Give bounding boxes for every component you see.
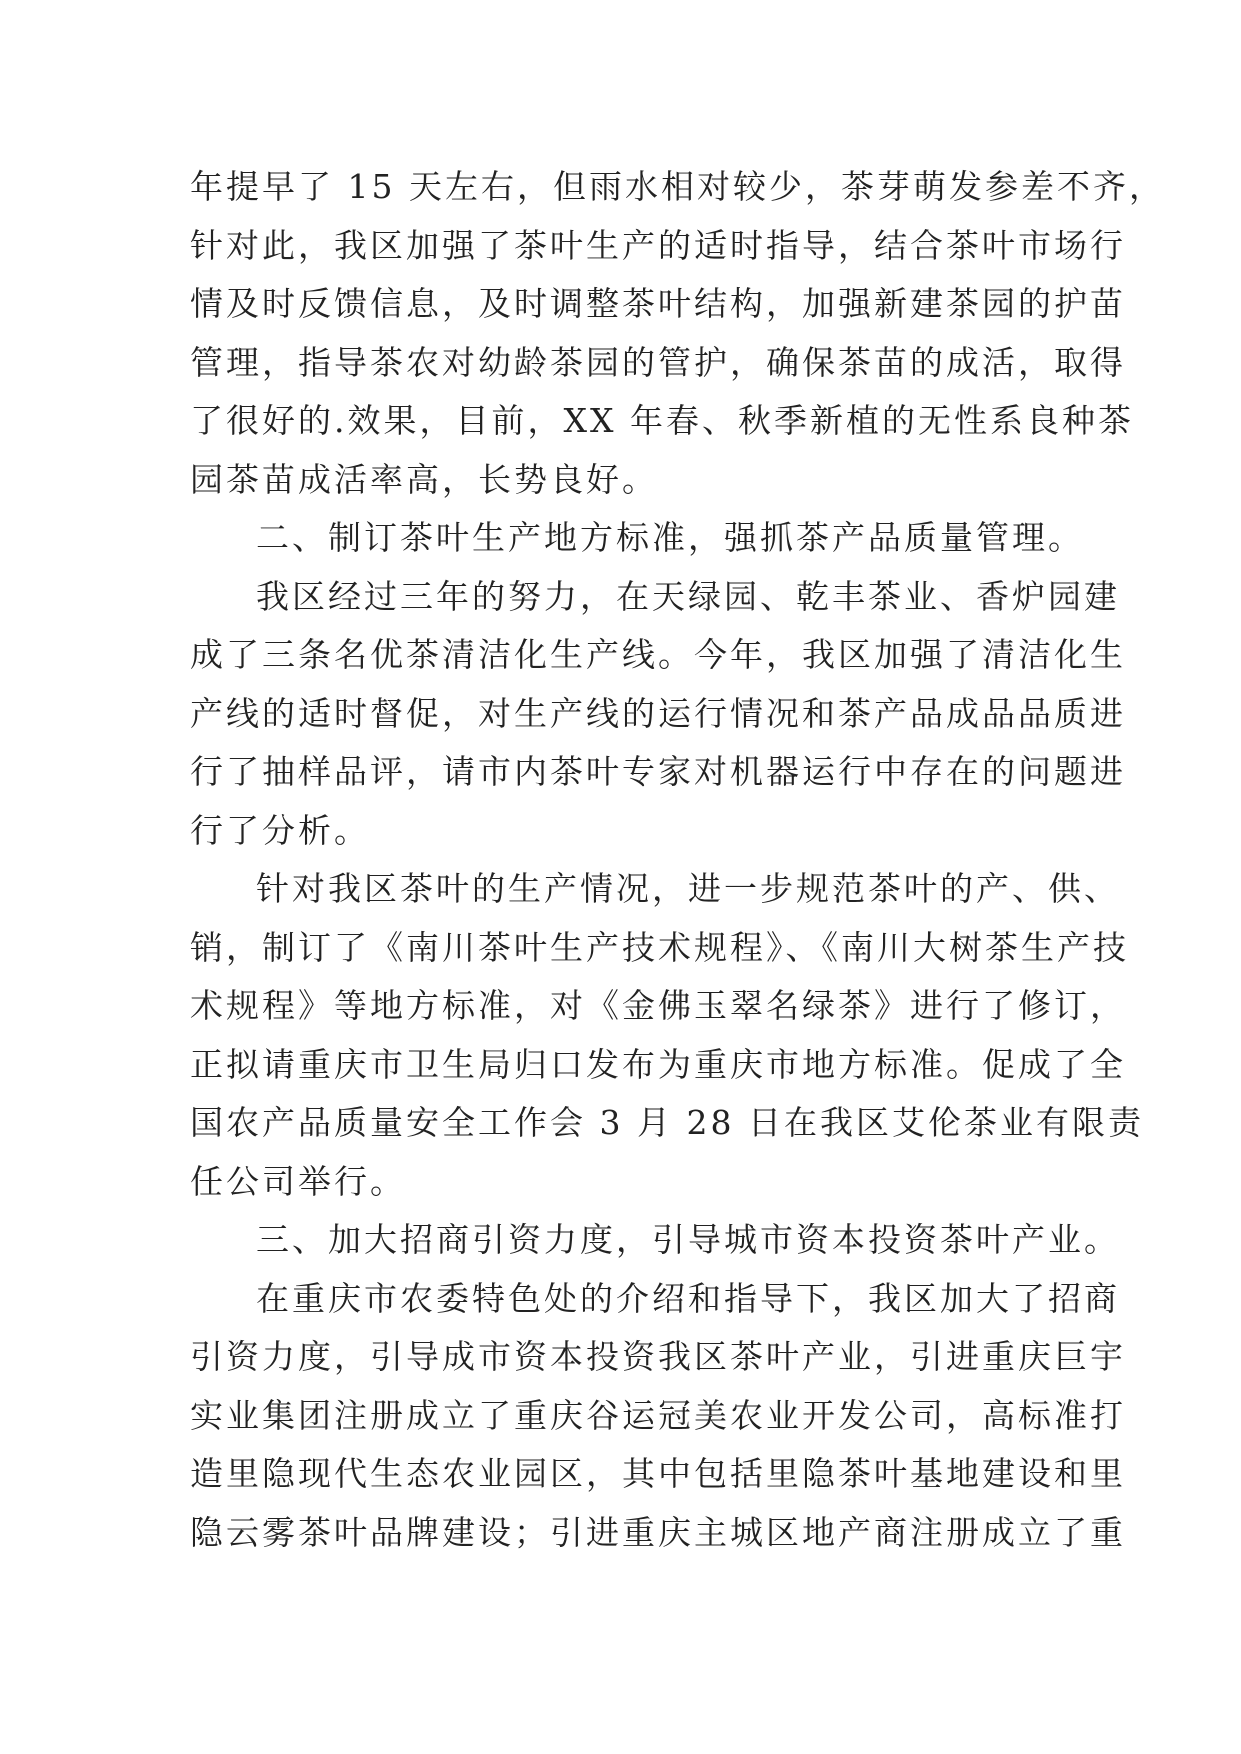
- text-line: 术规程》等地方标准，对《金佛玉翠名绿茶》进行了修订，: [190, 986, 1126, 1025]
- text-line: 任公司举行。: [190, 1161, 406, 1201]
- text-line: 我区经过三年的努力，在天绿园、乾丰茶业、香炉园建: [256, 576, 1120, 616]
- text-line: 实业集团注册成立了重庆谷运冠美农业开发公司，高标准打: [190, 1395, 1126, 1435]
- text-line: 二、制订茶叶生产地方标准，强抓茶产品质量管理。: [256, 518, 1084, 557]
- text-line: 情及时反馈信息，及时调整茶叶结构，加强新建茶园的护苗: [190, 284, 1126, 323]
- text-line: 园茶苗成活率高，长势良好。: [190, 459, 658, 499]
- document-body: [190, 158, 1165, 1562]
- text-line: 管理，指导茶农对幼龄茶园的管护，确保茶苗的成活，取得: [190, 342, 1126, 382]
- text-line: 隐云雾茶叶品牌建设；引进重庆主城区地产商注册成立了重: [190, 1512, 1126, 1552]
- text-line: 针对我区茶叶的生产情况，进一步规范茶叶的产、供、: [256, 869, 1120, 908]
- text-line: 产线的适时督促，对生产线的运行情况和茶产品成品品质进: [190, 693, 1126, 733]
- text-line: 成了三条名优茶清洁化生产线。今年，我区加强了清洁化生: [190, 635, 1126, 674]
- text-line: 针对此，我区加强了茶叶生产的适时指导，结合茶叶市场行: [190, 225, 1126, 265]
- text-line: 国农产品质量安全工作会 3 月 28 日在我区艾伦茶业有限责: [190, 1103, 1144, 1142]
- text-line: 造里隐现代生态农业园区，其中包括里隐茶叶基地建设和里: [190, 1454, 1126, 1493]
- text-line: 在重庆市农委特色处的介绍和指导下，我区加大了招商: [256, 1278, 1120, 1318]
- text-line: 销，制订了《南川茶叶生产技术规程》、《南川大树茶生产技: [190, 927, 1129, 967]
- text-line: 三、加大招商引资力度，引导城市资本投资茶叶产业。: [256, 1220, 1120, 1259]
- text-line: 行了分析。: [190, 810, 370, 850]
- text-line: 引资力度，引导成市资本投资我区茶叶产业，引进重庆巨宇: [190, 1337, 1126, 1376]
- text-line: 行了抽样品评，请市内茶叶专家对机器运行中存在的问题进: [190, 752, 1126, 791]
- text-line: 正拟请重庆市卫生局归口发布为重庆市地方标准。促成了全: [190, 1044, 1126, 1084]
- text-line: 了很好的.效果，目前，XX 年春、秋季新植的无性系良种茶: [190, 401, 1134, 440]
- text-line: 年提早了 15 天左右，但雨水相对较少，茶芽萌发参差不齐，: [190, 167, 1165, 206]
